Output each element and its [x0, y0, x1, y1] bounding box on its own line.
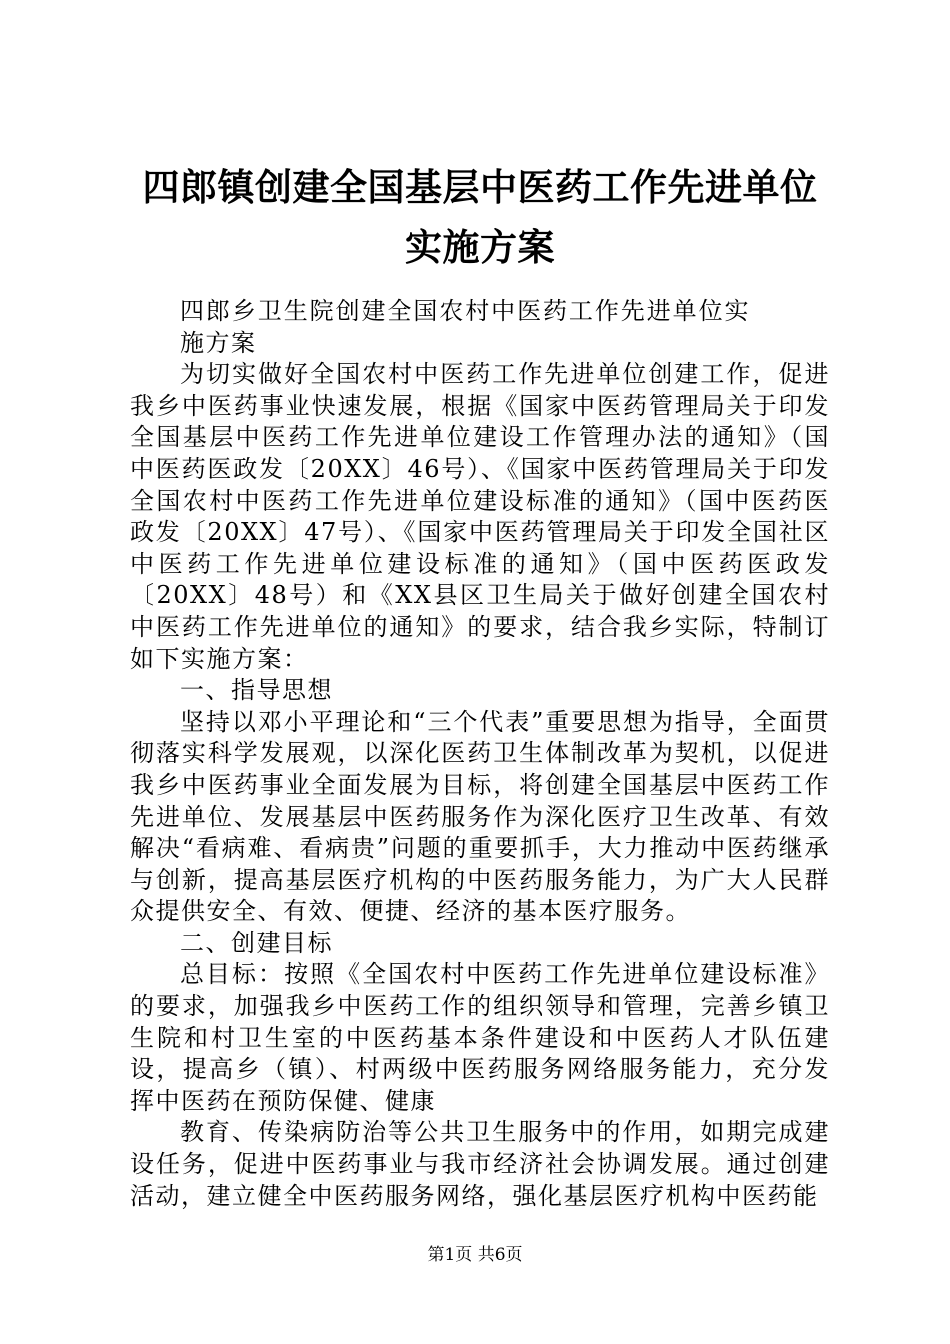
document-subtitle: 四郎乡卫生院创建全国农村中医药工作先进单位实施方案 — [180, 297, 750, 357]
section-heading-guiding-ideology: 一、指导思想 — [180, 676, 333, 705]
paragraph-overall-goal: 总目标：按照《全国农村中医药工作先进单位建设标准》的要求，加强我乡中医药工作的组织领导和管理，完善乡镇卫生院和村卫生室的中医药基本条件建设和中医药人才队伍建设，提高乡（镇）、村两级中医药服务网络服务能力，充分发挥中医药在预防保健、健康 — [130, 960, 830, 1115]
document-page — [130, 0, 830, 1344]
document-body — [130, 296, 830, 1212]
document-title: 四郎镇创建全国基层中医药工作先进单位实施方案 — [142, 166, 818, 269]
paragraph-intro: 为切实做好全国农村中医药工作先进单位创建工作，促进我乡中医药事业快速发展，根据《国家中医药管理局关于印发全国基层中医药工作先进单位建设工作管理办法的通知》（国中医药医政发〔20XX〕46号）、《国家中医药管理局关于印发全国农村中医药工作先进单位建设标准的通知》（国中医药医政发〔20XX〕47号）、《国家中医药管理局关于印发全国社区中医药工作先进单位建设标准的通知》（国中医药医政发〔20XX〕48号）和《XX县区卫生局关于做好创建全国农村中医药工作先进单位的通知》的要求，结合我乡实际，特制订如下实施方案： — [130, 360, 830, 673]
paragraph-guiding-ideology: 坚持以邓小平理论和“三个代表”重要思想为指导，全面贯彻落实科学发展观，以深化医药卫生体制改革为契机，以促进我乡中医药事业全面发展为目标，将创建全国基层中医药工作先进单位、发展基层中医药服务作为深化医疗卫生改革、有效解决“看病难、看病贵”问题的重要抓手，大力推动中医药继承与创新，提高基层医疗机构的中医药服务能力，为广大人民群众提供安全、有效、便捷、经济的基本医疗服务。 — [130, 707, 830, 926]
page-footer: 第1页 共6页 — [427, 1245, 523, 1265]
paragraph-goal-continued: 教育、传染病防治等公共卫生服务中的作用，如期完成建设任务，促进中医药事业与我市经济社会协调发展。通过创建活动，建立健全中医药服务网络，强化基层医疗机构中医药能 — [130, 1118, 830, 1210]
section-heading-goals: 二、创建目标 — [180, 928, 333, 957]
